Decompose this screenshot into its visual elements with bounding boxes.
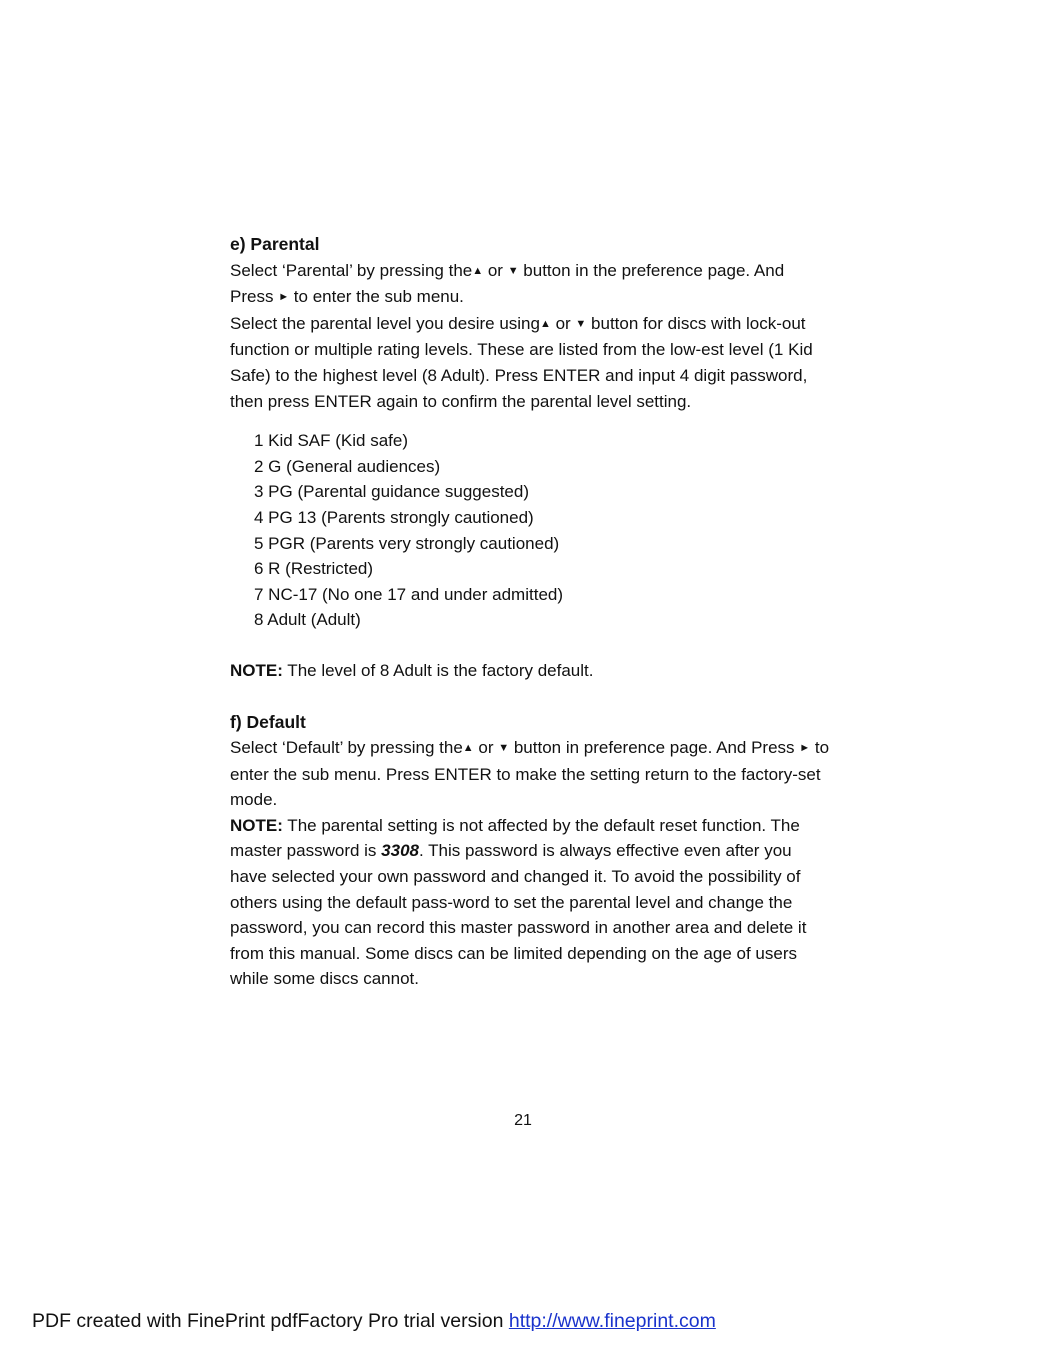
footer-text: PDF created with FinePrint pdfFactory Pro trial version bbox=[32, 1310, 509, 1332]
section-e-note: NOTE: The level of 8 Adult is the factory default. bbox=[230, 660, 594, 680]
page-number: 21 bbox=[514, 1112, 532, 1129]
section-f-heading: f) Default bbox=[230, 711, 306, 732]
pdf-footer bbox=[32, 1310, 716, 1333]
list-item: 1 Kid SAF (Kid safe) bbox=[254, 431, 409, 451]
note-label: NOTE: bbox=[230, 660, 283, 680]
list-item: 8 Adult (Adult) bbox=[254, 610, 361, 630]
up-arrow-icon: ▲ bbox=[472, 264, 484, 277]
down-arrow-icon: ▼ bbox=[575, 317, 587, 330]
right-arrow-icon: ► bbox=[799, 742, 811, 755]
list-item: 5 PGR (Parents very strongly cautioned) bbox=[254, 533, 560, 553]
section-f-note: NOTE: The parental setting is not affected by the default reset function. The master password is 3308. This password is always effective even after you have selected your own password and changed it. To avoid the possibility of others using the default pass-word to set the parental level and change the password, you can record this master password in another area and delete it from this manual. Some discs can be limited depending on the age of users while some discs cannot. bbox=[230, 815, 807, 989]
section-f bbox=[230, 710, 830, 993]
down-arrow-icon: ▼ bbox=[498, 742, 510, 755]
right-arrow-icon: ► bbox=[278, 291, 290, 304]
list-item: 7 NC-17 (No one 17 and under admitted) bbox=[254, 584, 564, 604]
master-password: 3308 bbox=[381, 841, 419, 861]
up-arrow-icon: ▲ bbox=[462, 742, 474, 755]
manual-page-content bbox=[230, 232, 830, 992]
parental-level-list bbox=[254, 428, 830, 633]
section-e-paragraph-1: Select ‘Parental’ by pressing the▲ or ▼ button in the preference page. And Press ► to enter the sub menu. bbox=[230, 260, 785, 307]
list-item: 4 PG 13 (Parents strongly cautioned) bbox=[254, 507, 534, 527]
list-item: 3 PG (Parental guidance suggested) bbox=[254, 482, 530, 502]
footer-link[interactable]: http://www.fineprint.com bbox=[508, 1310, 716, 1332]
section-e-paragraph-2: Select the parental level you desire using▲ or ▼ button for discs with lock-out function or multiple rating levels. These are listed from the low-est level (1 Kid Safe) to the highest level (8 Adult). Press ENTER and input 4 digit password, then press ENTER again to confirm the parental level setting. bbox=[230, 313, 813, 411]
up-arrow-icon: ▲ bbox=[539, 317, 551, 330]
list-item: 6 R (Restricted) bbox=[254, 559, 374, 579]
note-label: NOTE: bbox=[230, 815, 283, 835]
down-arrow-icon: ▼ bbox=[507, 264, 519, 277]
section-e-heading: e) Parental bbox=[230, 234, 320, 254]
section-f-paragraph-1: Select ‘Default’ by pressing the▲ or ▼ button in preference page. And Press ► to enter the sub menu. Press ENTER to make the setting return to the factory-set mode. bbox=[230, 738, 830, 810]
list-item: 2 G (General audiences) bbox=[254, 456, 441, 476]
